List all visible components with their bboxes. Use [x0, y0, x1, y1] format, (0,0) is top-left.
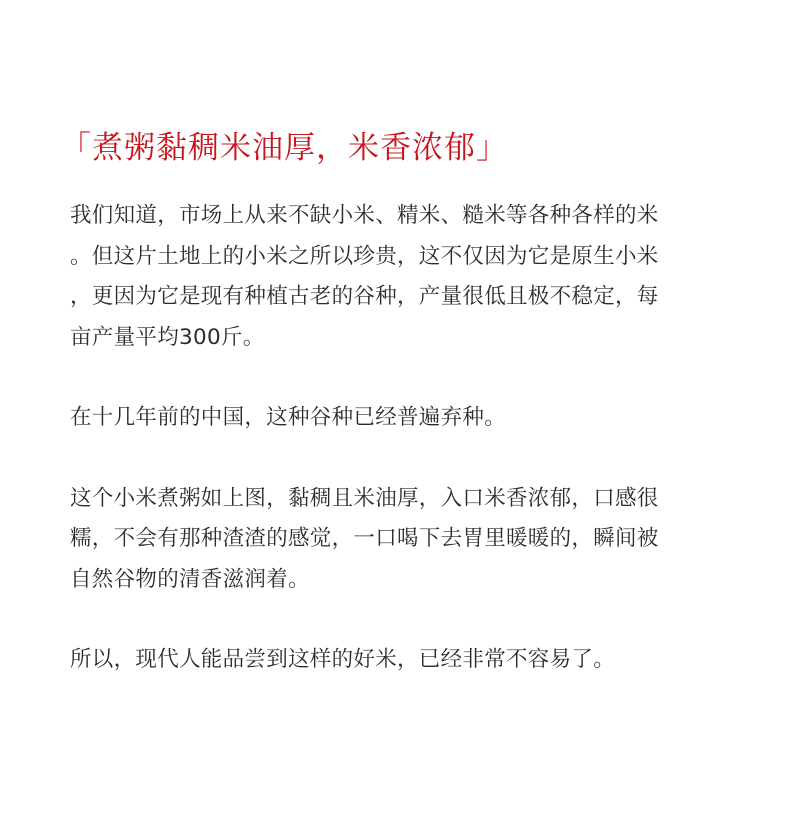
paragraph-line: 。但这片土地上的小米之所以珍贵，这不仅因为它是原生小米 [70, 243, 659, 269]
article-title: 「煮粥黏稠米油厚，米香浓郁」 [60, 130, 508, 166]
paragraph-line: 自然谷物的清香滋润着。 [70, 566, 310, 592]
paragraph-line: 这个小米煮粥如上图，黏稠且米油厚，入口米香浓郁，口感很 [70, 485, 659, 511]
paragraph-line: ，更因为它是现有种植古老的谷种，产量很低且极不稳定，每 [70, 284, 659, 309]
paragraph-rice-rarity [70, 196, 720, 358]
paragraph-line: 在十几年前的中国，这种谷种已经普遍弃种。 [70, 405, 507, 430]
paragraph-line: 我们知道，市场上从来不缺小米、精米、糙米等各种各样的米 [70, 203, 659, 228]
article [60, 128, 720, 681]
paragraph-line: 所以，现代人能品尝到这样的好米，已经非常不容易了。 [70, 647, 616, 672]
paragraph-line: 糯，不会有那种渣渣的感觉，一口喝下去胃里暖暖的，瞬间被 [70, 526, 659, 551]
paragraph-conclusion [70, 640, 720, 681]
paragraph-porridge [70, 479, 720, 601]
paragraph-line: 亩产量平均300斤。 [70, 324, 265, 350]
paragraph-history [70, 398, 720, 439]
